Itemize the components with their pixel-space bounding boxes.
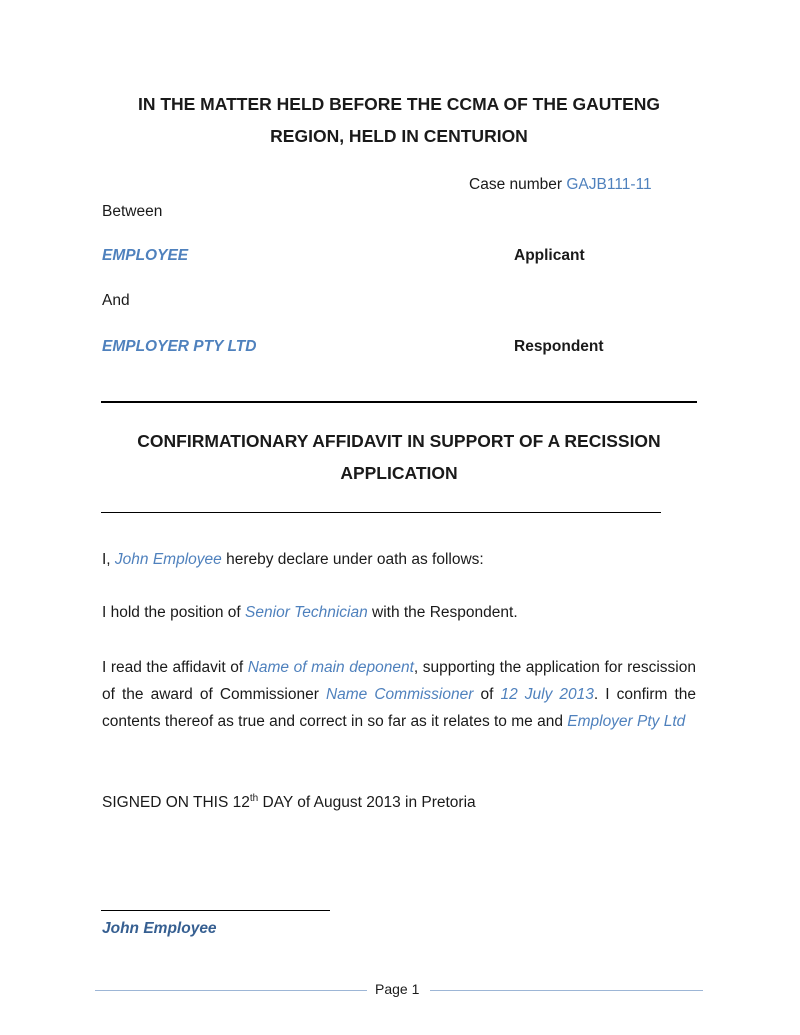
matter-heading-line-2: REGION, HELD IN CENTURION	[270, 126, 528, 146]
matter-heading	[100, 88, 698, 152]
commissioner-name: Name Commissioner	[325, 686, 474, 703]
matter-heading-line-1: IN THE MATTER HELD BEFORE THE CCMA OF THE GAUTENG	[137, 94, 661, 114]
footer-rule-left	[95, 990, 367, 991]
signatory-name: John Employee	[102, 920, 217, 937]
applicant-role: Applicant	[514, 247, 585, 264]
title-underline	[101, 512, 661, 513]
page-number: Page 1	[375, 981, 420, 997]
between-label: Between	[102, 203, 163, 220]
and-label: And	[102, 292, 130, 309]
affidavit-title	[100, 425, 698, 489]
case-number-label: Case number	[469, 176, 563, 193]
case-number-value: GAJB111-11	[566, 176, 652, 193]
confirmation-paragraph: I read the affidavit of Name of main deponent, supporting the application for rescission of the award of Commissioner Name Commissioner of 12 July 2013. I confirm the contents thereof as true and correct in so far as it relates to me and Employer Pty Ltd	[102, 659, 696, 730]
position-title: Senior Technician	[245, 604, 368, 621]
award-date: 12 July 2013	[500, 686, 594, 703]
respondent-name: EMPLOYER PTY LTD	[102, 338, 257, 355]
employer-name: Employer Pty Ltd	[567, 713, 686, 730]
section-divider	[101, 401, 697, 403]
footer-rule-right	[430, 990, 703, 991]
case-number	[469, 176, 652, 194]
respondent-role: Respondent	[514, 338, 604, 355]
signed-line: SIGNED ON THIS 12th DAY of August 2013 in Pretoria	[102, 792, 476, 811]
affidavit-title-line-2: APPLICATION	[340, 463, 458, 483]
position-paragraph: I hold the position of Senior Technician with the Respondent.	[102, 604, 518, 621]
signature-line	[101, 910, 330, 911]
applicant-name: EMPLOYEE	[102, 247, 189, 264]
deponent-name: John Employee	[114, 551, 222, 568]
affidavit-title-line-1: CONFIRMATIONARY AFFIDAVIT IN SUPPORT OF A RECISSION	[137, 431, 661, 451]
main-deponent-name: Name of main deponent	[247, 659, 414, 676]
declaration-paragraph: I, John Employee hereby declare under oath as follows:	[102, 551, 484, 568]
